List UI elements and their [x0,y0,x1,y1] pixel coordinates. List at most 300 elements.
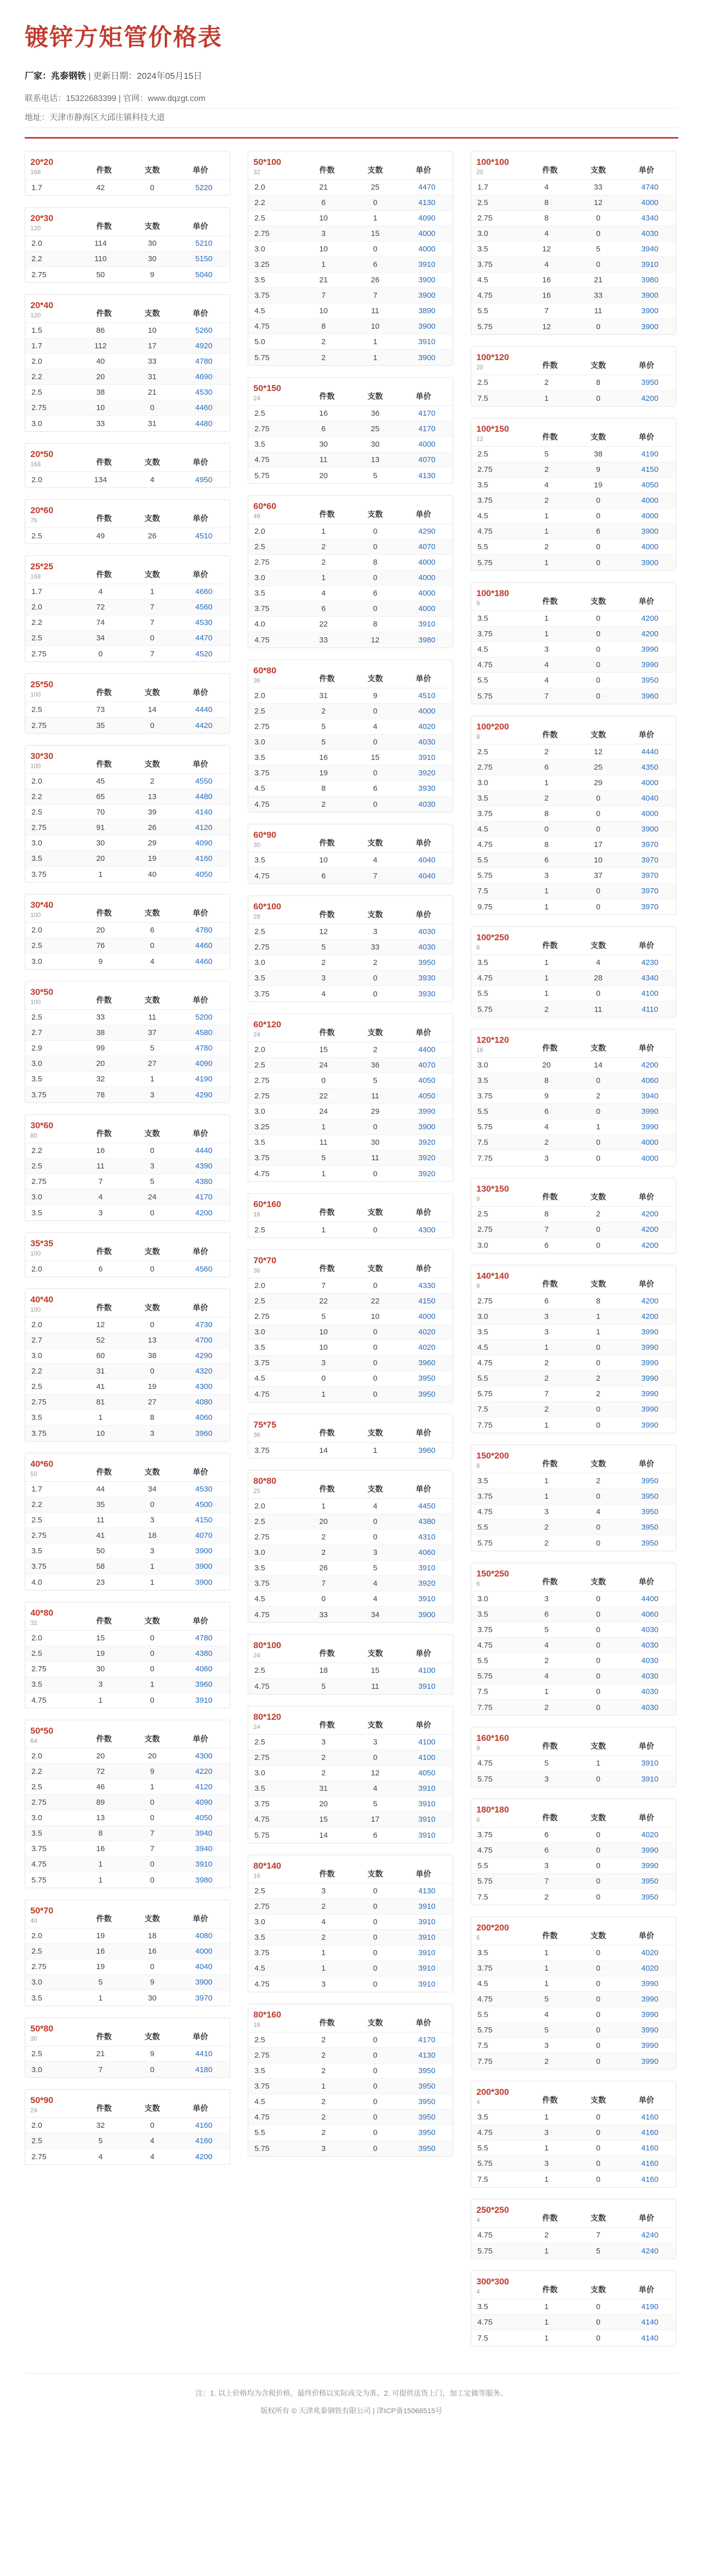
spec-size: 50*50 [30,1726,54,1736]
pieces-cell: 24 [148,1193,157,1201]
price-cell: 4020 [418,1343,436,1352]
table-row [25,1143,230,1159]
price-cell: 3930 [418,974,436,982]
thickness-cell: 2.5 [254,1517,265,1526]
spec-label [476,1450,526,1470]
price-header: 单价 [416,1264,432,1273]
thickness-cell: 3.75 [254,1800,270,1808]
maker-name[interactable]: 兆泰钢铁 [51,71,86,81]
table-row [471,837,676,853]
spec-card-header [25,1720,230,1749]
spec-count: 100 [30,911,41,919]
spec-table-body [471,1058,676,1166]
thickness-cell: 2.75 [477,763,493,772]
thickness-cell: 2.5 [31,1783,42,1791]
price-cell: 4550 [195,777,213,786]
pieces-header: 支数 [367,166,383,175]
count-cell: 20 [319,1517,328,1526]
pieces-header: 支数 [144,1735,160,1743]
spec-table-body [248,1884,453,1992]
thickness-cell: 2.75 [477,1297,493,1306]
table-row [248,766,453,781]
count-cell: 4 [544,1123,549,1131]
price-header: 单价 [193,1129,209,1138]
pieces-header: 支数 [590,1578,606,1586]
spec-card [471,2199,676,2259]
table-row [471,1325,676,1340]
price-cell: 3990 [418,1107,436,1116]
thickness-cell: 3.5 [477,1477,488,1485]
thickness-cell: 2.75 [254,1092,270,1100]
pieces-cell: 21 [594,276,603,284]
thickness-cell: 1.7 [477,183,488,192]
spec-card [25,151,230,196]
count-cell: 3 [544,871,549,880]
count-cell: 1 [321,527,326,536]
pieces-header: 支数 [144,514,160,523]
price-cell: 4190 [641,2302,659,2311]
price-cell: 4000 [418,589,436,598]
count-cell: 5 [544,1995,549,2004]
pieces-header: 支数 [144,222,160,231]
thickness-cell: 3.0 [254,1548,265,1557]
spec-card-header [248,660,453,688]
thickness-cell: 3.75 [31,1844,47,1853]
price-cell: 4130 [418,2051,436,2060]
price-cell: 4240 [641,2231,659,2240]
spec-card [248,2004,453,2157]
price-cell: 4000 [418,245,436,253]
pieces-cell: 19 [148,1382,157,1391]
price-cell: 3910 [195,1860,213,1869]
table-row [248,1135,453,1150]
table-row [471,2228,676,2243]
table-row [248,971,453,986]
price-cell: 3950 [641,1877,659,1886]
pieces-cell: 1 [150,1783,155,1791]
table-row [25,1990,230,2006]
count-header: 件数 [542,2096,558,2105]
pieces-header: 支数 [590,1814,606,1822]
pieces-cell: 4 [373,856,378,865]
count-cell: 24 [319,1061,328,1070]
spec-count: 28 [253,913,261,920]
count-cell: 22 [319,620,328,629]
pieces-cell: 19 [594,481,603,489]
thickness-cell: 2.75 [254,722,270,731]
thickness-cell: 2.75 [31,1665,47,1673]
price-cell: 4460 [195,403,213,412]
pieces-cell: 7 [373,871,378,880]
spec-count: 24 [253,1652,261,1659]
pieces-header: 支数 [367,510,383,519]
table-row [471,955,676,971]
count-cell: 2 [321,2128,326,2137]
count-cell: 8 [544,840,549,849]
count-cell: 91 [96,823,105,832]
pieces-cell: 36 [371,409,380,418]
count-cell: 6 [544,1297,549,1306]
pieces-cell: 15 [371,229,380,238]
table-row [25,851,230,867]
pieces-cell: 1 [596,1123,601,1131]
table-row [471,657,676,673]
pieces-cell: 0 [596,691,601,701]
pieces-cell: 0 [596,2128,601,2137]
pieces-cell: 1 [373,1446,378,1455]
price-cell: 3910 [418,260,436,269]
price-cell: 4050 [195,1814,213,1822]
thickness-cell: 3.5 [254,1564,265,1572]
count-cell: 10 [319,1343,328,1352]
price-header: 单价 [193,2032,209,2041]
price-cell: 4920 [195,342,213,350]
thickness-cell: 3.0 [477,1595,488,1603]
thickness-cell: 5.0 [254,337,265,346]
count-cell: 1 [98,870,103,879]
spec-table-body [25,1143,230,1221]
pieces-cell: 0 [596,496,601,505]
pieces-cell: 0 [596,2026,601,2035]
spec-table-body [471,2299,676,2346]
spec-card [25,1289,230,1442]
thickness-cell: 7.75 [477,1154,493,1163]
table-row [471,2315,676,2330]
count-cell: 1 [544,1687,549,1696]
price-cell: 3990 [641,1359,659,1367]
pieces-cell: 8 [150,1413,155,1422]
count-cell: 1 [321,1169,326,1178]
pieces-cell: 13 [148,792,157,801]
pieces-header: 支数 [367,1649,383,1658]
table-row [25,805,230,820]
table-row [248,2125,453,2141]
count-cell: 2 [321,800,326,809]
price-cell: 4580 [195,1028,213,1037]
count-header: 件数 [542,597,558,606]
pieces-cell: 0 [596,229,601,238]
price-cell: 4030 [641,1687,659,1696]
count-header: 件数 [319,166,335,175]
thickness-cell: 2.9 [31,1044,42,1053]
pieces-cell: 0 [596,1138,601,1147]
count-cell: 3 [544,645,549,654]
contact-line[interactable]: 联系电话：15322683399 | 官网：www.dqzgt.com [25,90,678,109]
price-cell: 4080 [195,1398,213,1406]
spec-count: 16 [253,1872,261,1879]
pieces-cell: 1 [373,337,378,346]
pieces-cell: 11 [371,1682,380,1691]
count-cell: 3 [321,1359,326,1367]
pieces-cell: 5 [596,245,601,253]
pieces-cell: 33 [148,357,157,366]
spec-table-body [25,528,230,544]
price-cell: 4170 [418,2036,436,2044]
price-cell: 3960 [418,1359,436,1367]
pieces-cell: 1 [150,1075,155,1083]
price-cell: 3940 [641,1092,659,1100]
price-cell: 3990 [641,1420,659,1430]
price-cell: 4660 [195,587,213,596]
table-row [248,334,453,350]
spec-card-header [471,347,676,375]
table-row [25,338,230,354]
spec-table-body [25,323,230,431]
count-cell: 2 [544,1703,549,1712]
count-cell: 0 [98,649,103,658]
price-cell: 4030 [641,1672,659,1681]
pieces-cell: 8 [373,558,378,567]
count-cell: 2 [321,558,326,567]
price-cell: 3970 [641,856,659,865]
count-cell: 15 [319,1815,328,1824]
count-cell: 44 [96,1485,105,1494]
pieces-cell: 0 [596,809,601,818]
count-cell: 1 [98,1993,103,2003]
price-cell: 3910 [418,1800,436,1808]
thickness-cell: 3.5 [31,1547,42,1555]
price-cell: 4400 [641,1595,659,1603]
price-column [471,151,676,2358]
thickness-cell: 3.0 [31,1351,42,1360]
table-row [471,1827,676,1843]
price-cell: 4950 [195,475,213,484]
table-row [471,1771,676,1787]
table-row [471,1238,676,1253]
thickness-cell: 2.5 [254,409,265,418]
spec-count: 9 [476,1195,480,1202]
count-cell: 8 [321,322,326,331]
thickness-cell: 1.7 [31,183,42,192]
thickness-cell: 3.75 [254,291,270,300]
price-cell: 4000 [641,496,659,505]
count-cell: 1 [544,1477,549,1485]
spec-count: 168 [30,168,41,176]
spec-card-header [248,2004,453,2032]
spec-card [25,1114,230,1221]
table-row [25,2133,230,2149]
price-cell: 4140 [195,808,213,817]
pieces-cell: 0 [373,1169,378,1178]
spec-card [248,1013,453,1182]
price-cell: 3940 [195,1844,213,1853]
count-cell: 19 [96,1931,105,1940]
thickness-cell: 3.75 [254,1359,270,1367]
thickness-cell: 2.5 [254,1666,265,1675]
pieces-cell: 30 [148,239,157,248]
price-cell: 4310 [418,1533,436,1541]
table-row [248,1781,453,1797]
table-row [471,1858,676,1874]
price-cell: 4510 [195,531,213,540]
count-cell: 8 [544,214,549,223]
count-cell: 134 [94,475,107,484]
spec-card [25,894,230,970]
thickness-cell: 2.75 [254,943,270,952]
pieces-cell: 6 [596,527,601,536]
pieces-cell: 0 [150,1814,155,1822]
price-cell: 4530 [195,1485,213,1494]
thickness-cell: 5.5 [477,307,488,315]
count-header: 件数 [96,1247,112,1256]
pieces-cell: 31 [148,372,157,381]
spec-count: 16 [253,1211,261,1218]
price-cell: 4200 [641,1061,659,1070]
table-row [248,2110,453,2125]
spec-card-header [471,2199,676,2228]
table-row [25,2046,230,2062]
table-row [471,462,676,478]
count-cell: 2 [544,1892,549,1902]
pieces-cell: 2 [596,1389,601,1398]
spec-count: 16 [476,1046,484,1054]
count-cell: 2 [544,1538,549,1548]
price-cell: 4390 [195,1162,213,1171]
table-row [471,1150,676,1166]
price-cell: 4000 [641,198,659,207]
price-header: 单价 [639,166,655,175]
spec-size: 150*250 [476,1569,509,1579]
thickness-cell: 5.75 [477,871,493,880]
thickness-cell: 5.75 [477,691,493,701]
price-cell: 4170 [418,425,436,433]
count-cell: 9 [544,1092,549,1100]
thickness-cell: 5.5 [477,1656,488,1665]
count-header: 件数 [319,1208,335,1217]
pieces-cell: 7 [373,291,378,300]
count-cell: 1 [544,2333,549,2343]
count-cell: 10 [319,1328,328,1336]
price-cell: 3910 [418,1902,436,1911]
price-cell: 3910 [418,753,436,762]
pieces-cell: 0 [373,1328,378,1336]
count-cell: 5 [98,1978,103,1987]
price-cell: 4520 [195,649,213,658]
spec-label [30,1607,80,1627]
pieces-cell: 26 [148,531,157,540]
price-cell: 3890 [418,307,436,315]
table-row [248,2141,453,2156]
thickness-cell: 1.7 [31,1485,42,1494]
table-row [25,369,230,385]
pieces-cell: 6 [373,1831,378,1840]
spec-count: 100 [30,1306,41,1313]
price-cell: 3910 [418,1784,436,1793]
thickness-cell: 4.75 [477,1759,493,1768]
thickness-cell: 3.75 [254,1948,270,1957]
pieces-cell: 0 [150,634,155,642]
spec-size: 60*100 [253,902,281,911]
price-cell: 4150 [418,1297,436,1306]
count-cell: 2 [544,2057,549,2066]
spec-count: 9 [476,1744,480,1752]
spec-card [471,1445,676,1551]
price-header: 单价 [193,222,209,231]
spec-label [476,352,526,371]
spec-card [248,1193,453,1238]
spec-size: 20*50 [30,449,54,459]
price-cell: 4080 [195,1931,213,1940]
pieces-cell: 0 [150,403,155,412]
pieces-cell: 20 [148,1752,157,1760]
thickness-cell: 2.5 [254,214,265,223]
count-cell: 4 [544,183,549,192]
count-cell: 2 [321,1548,326,1557]
pieces-cell: 12 [594,198,603,207]
count-cell: 3 [321,1738,326,1747]
count-cell: 3 [544,1861,549,1870]
count-cell: 11 [96,1162,105,1171]
pieces-cell: 1 [596,1312,601,1321]
spec-card-header [25,1453,230,1482]
table-row [25,1928,230,1944]
spec-size: 80*120 [253,1712,281,1722]
price-cell: 4090 [195,1059,213,1068]
table-row [471,626,676,642]
spec-card [25,1232,230,1277]
pieces-cell: 33 [594,291,603,300]
count-header: 件数 [96,760,112,769]
pieces-header: 支数 [590,361,606,370]
thickness-cell: 3.0 [254,245,265,253]
spec-card-header [248,1014,453,1042]
table-row [471,1002,676,1017]
price-cell: 4420 [195,721,213,730]
thickness-cell: 3.5 [254,589,265,598]
price-cell: 4170 [195,1193,213,1201]
table-row [471,1945,676,1961]
pieces-cell: 36 [371,1061,380,1070]
count-header: 件数 [319,674,335,683]
table-row [25,385,230,400]
count-cell: 4 [544,260,549,269]
thickness-cell: 5.75 [477,558,493,567]
pieces-cell: 2 [150,777,155,786]
thickness-cell: 2.0 [31,777,42,786]
table-row [25,1426,230,1441]
spec-size: 30*50 [30,987,54,997]
price-header: 单价 [416,1721,432,1730]
count-cell: 4 [544,660,549,669]
count-cell: 8 [544,1076,549,1085]
count-header: 件数 [319,839,335,848]
table-row [248,437,453,452]
table-row [25,1333,230,1348]
price-cell: 3950 [418,1389,436,1399]
price-cell: 4000 [418,573,436,582]
spec-count: 4 [476,2098,480,2106]
price-cell: 4470 [195,634,213,642]
count-cell: 6 [544,1610,549,1619]
price-cell: 3900 [418,353,436,362]
count-cell: 33 [96,419,105,428]
pieces-cell: 0 [596,1861,601,1870]
pieces-cell: 0 [373,1753,378,1762]
price-cell: 3910 [418,1918,436,1926]
pieces-header: 支数 [367,1208,383,1217]
thickness-cell: 3.5 [477,1328,488,1336]
count-cell: 12 [542,322,551,331]
table-row [25,1174,230,1190]
thickness-cell: 3.0 [31,1193,42,1201]
price-header: 单价 [639,2214,655,2223]
thickness-cell: 4.75 [477,974,493,982]
pieces-cell: 0 [150,1860,155,1869]
thickness-cell: 4.75 [254,1682,270,1691]
count-cell: 1 [321,1123,326,1131]
price-cell: 4340 [641,974,659,982]
spec-table-body [25,702,230,733]
